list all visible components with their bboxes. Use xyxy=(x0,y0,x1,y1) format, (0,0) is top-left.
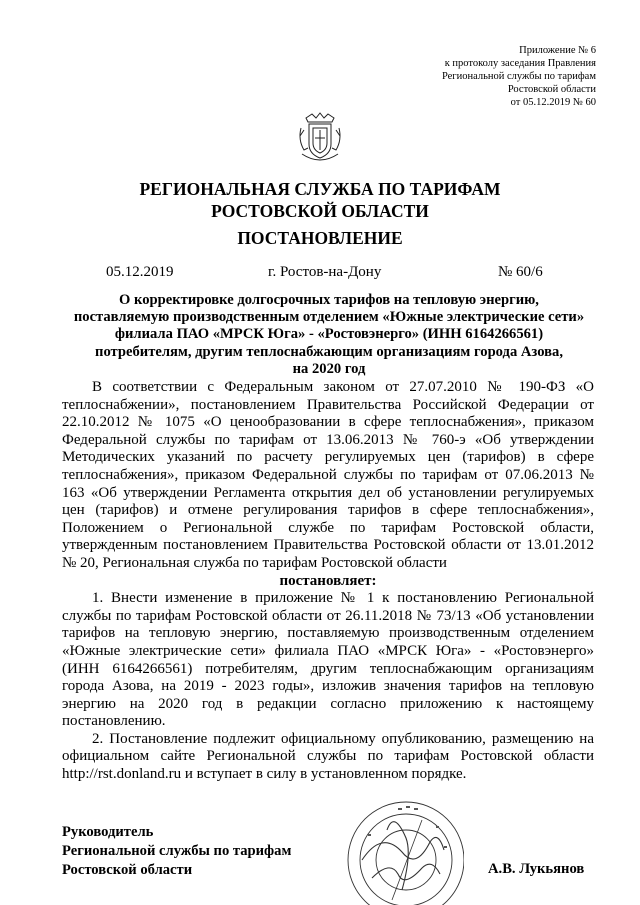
subject-line: поставляемую производственным отделением «Южные электрические сети» xyxy=(73,309,585,326)
appendix-line: от 05.12.2019 № 60 xyxy=(510,97,596,108)
signatory-line: Руководитель xyxy=(62,824,154,840)
signatory-line: Ростовской области xyxy=(62,862,193,878)
coat-of-arms-icon xyxy=(296,110,344,166)
clause-1: 1. Внести изменение в приложение № 1 к постановлению Региональной службы по тарифам Ростовской области от 26.11.2018 № 73/13 «Об установлении тарифов на тепловую энергию, поставляемую производственным отделением «Южные электрические сети» филиала ПАО «МРСК Юга» - «Ростовэнерго» (ИНН 6164266561) потребителям, другим теплоснабжающим организациям города Азова, на 2019 - 2023 годы», изложив значения тарифов на тепловую энергию на 2020 год в редакции согласно приложению к настоящему постановлению. xyxy=(62,590,594,730)
clause-2: 2. Постановление подлежит официальному опубликованию, размещению на официальном сайте Региональной службы по тарифам Ростовской области http://rst.donland.ru и вступает в силу в установленном порядке. xyxy=(62,730,594,783)
subject-line: филиала ПАО «МРСК Юга» - «Ростовэнерго» (ИНН 6164266561) xyxy=(114,326,544,343)
appendix-line: Приложение № 6 xyxy=(519,45,596,56)
subject-line: О корректировке долгосрочных тарифов на тепловую энергию, xyxy=(119,292,539,308)
appendix-line: Региональной службы по тарифам xyxy=(441,71,596,82)
appendix-note xyxy=(442,44,596,109)
signatory-name: А.В. Лукьянов xyxy=(488,861,585,877)
subject-line: на 2020 год xyxy=(292,360,366,377)
document-title: ПОСТАНОВЛЕНИЕ xyxy=(237,228,403,248)
document-body xyxy=(62,379,594,784)
decree-word: постановляет: xyxy=(279,572,377,589)
document-date: 05.12.2019 xyxy=(106,264,174,280)
document-place: г. Ростов-на-Дону xyxy=(268,264,382,280)
preamble-paragraph: В соответствии с Федеральным законом от 27.07.2010 № 190-ФЗ «О теплоснабжении», постановлением Правительства Российской Федерации от 22.10.2012 № 1075 «О ценообразовании в сфере теплоснабжения», приказом Федеральной службы по тарифам от 13.06.2013 № 760-э «Об утверждении Методических указаний по расчету регулируемых цен (тарифов) в сфере теплоснабжения», приказом Федеральной службы по тарифам от 07.06.2013 № 163 «Об утверждении Регламента открытия дел об установлении регулируемых цен (тарифов) и отмене регулирования тарифов в сфере теплоснабжения», Положением о Региональной службе по тарифам Ростовской области, утвержденным постановлением Правительства Ростовской области от 13.01.2012 № 20, Региональная служба по тарифам Ростовской области xyxy=(62,379,594,571)
appendix-line: к протоколу заседания Правления xyxy=(444,58,596,69)
organization-line: РОСТОВСКОЙ ОБЛАСТИ xyxy=(211,201,429,221)
official-seal-icon xyxy=(332,790,464,905)
document-subject xyxy=(70,292,588,378)
organization-line: РЕГИОНАЛЬНАЯ СЛУЖБА ПО ТАРИФАМ xyxy=(139,179,501,199)
signatory-title xyxy=(62,823,291,880)
signatory-line: Региональной службы по тарифам xyxy=(62,843,292,859)
subject-line: потребителям, другим теплоснабжающим организациям города Азова, xyxy=(95,343,563,360)
appendix-line: Ростовской области xyxy=(507,84,596,95)
organization-name xyxy=(0,178,640,222)
document-number: № 60/6 xyxy=(498,264,543,280)
